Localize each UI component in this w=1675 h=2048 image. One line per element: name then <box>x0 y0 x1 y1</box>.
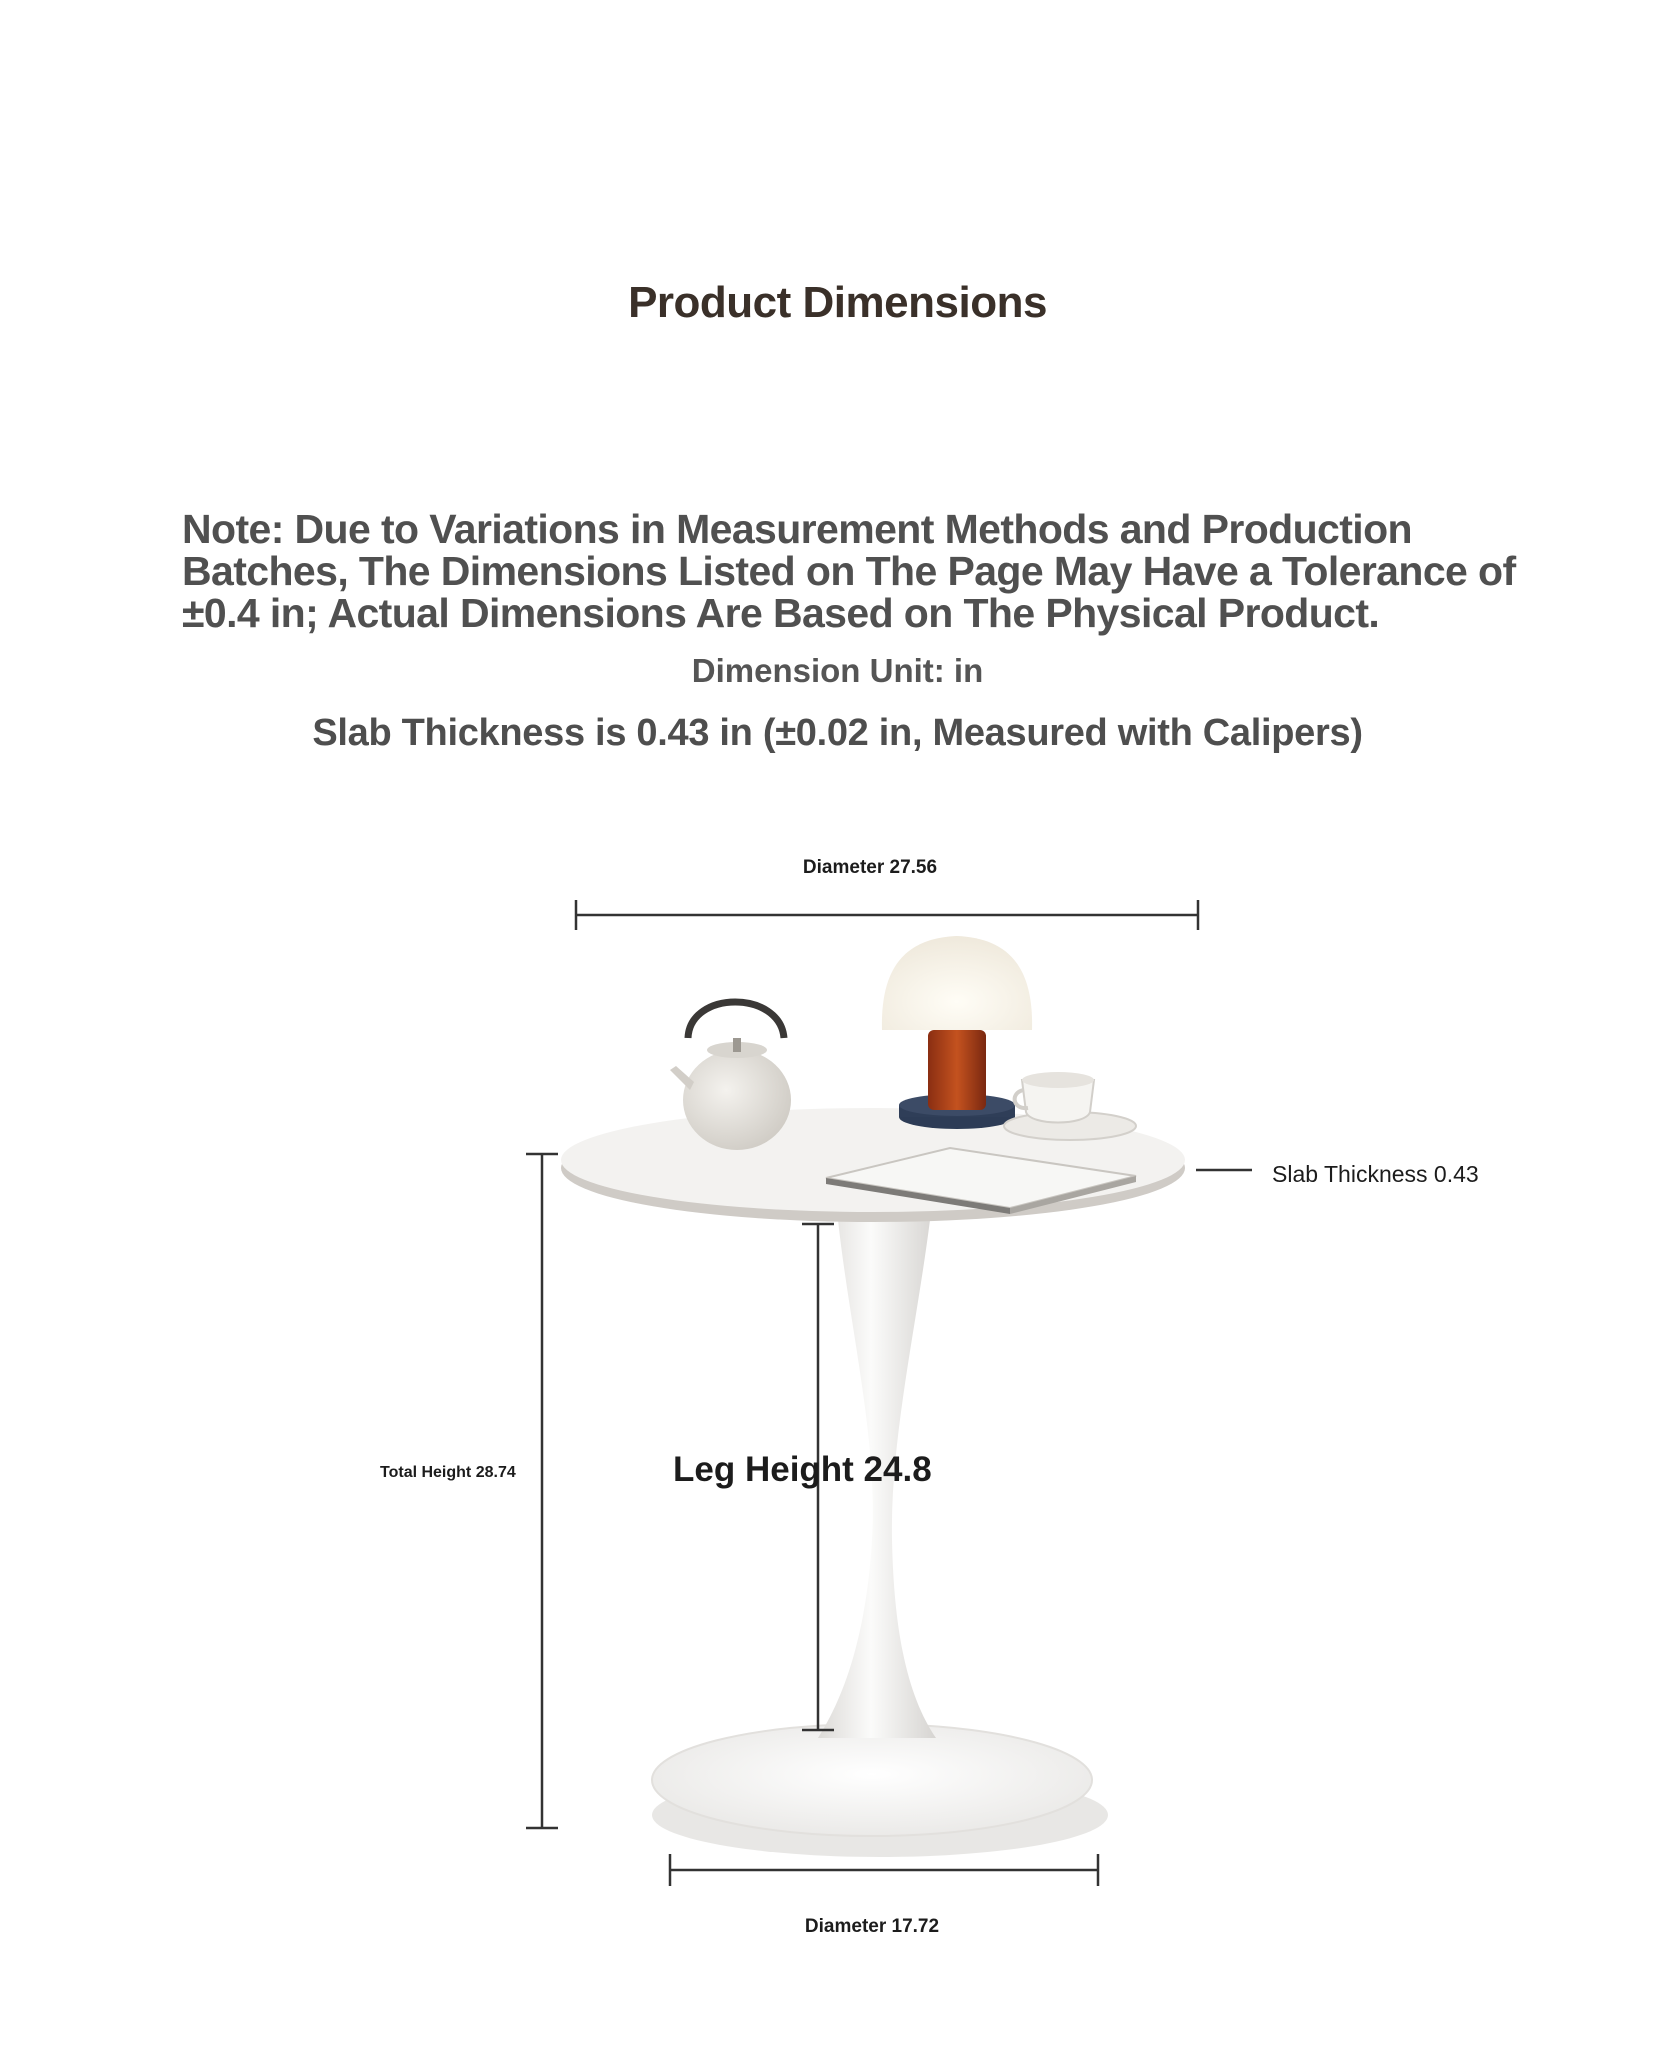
table-base <box>652 1724 1092 1836</box>
total-height-label: Total Height 28.74 <box>380 1464 516 1481</box>
dimension-unit-label: Dimension Unit: in <box>691 652 984 689</box>
top-diameter-label: Diameter 27.56 <box>802 857 938 878</box>
tolerance-note: Note: Due to Variations in Measurement Methods and Production Batches, The Dimensions Listed on The Page May Have a Tolerance of ±0.4 in; Actual Dimensions Are Based on The Physical Product. <box>182 506 1516 636</box>
page-title: Product Dimensions <box>628 278 1047 327</box>
leg-height-label: Leg Height 24.8 <box>673 1450 932 1489</box>
lamp-illustration <box>882 936 1032 1129</box>
cup-illustration <box>1004 1072 1136 1140</box>
base-diameter-label: Diameter 17.72 <box>804 1916 940 1937</box>
slab-thickness-note: Slab Thickness is 0.43 in (±0.02 in, Measured with Calipers) <box>312 712 1363 754</box>
slab-thickness-label: Slab Thickness 0.43 <box>1272 1161 1479 1187</box>
